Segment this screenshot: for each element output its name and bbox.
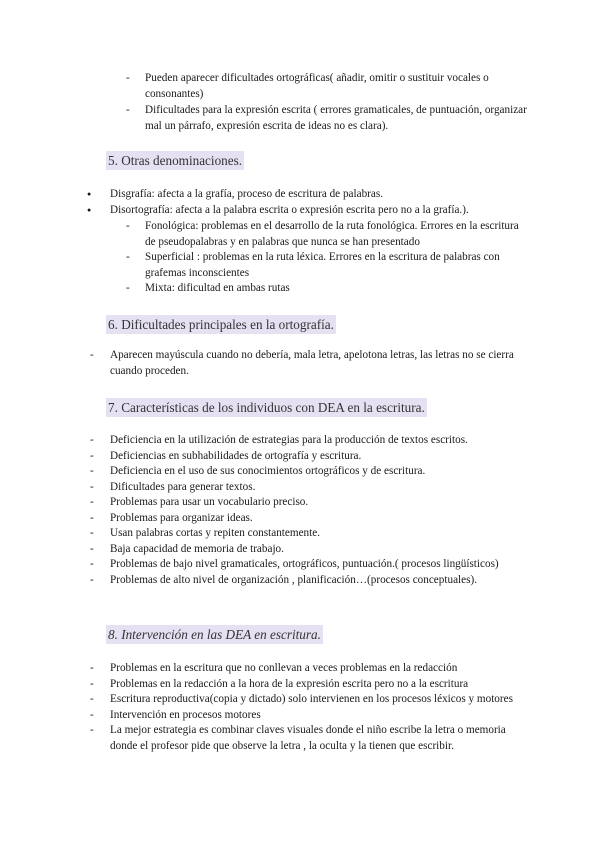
section-heading-5: 5. Otras denominaciones.: [108, 153, 243, 168]
list-item: - Deficiencias en subhabilidades de ortografía y escritura.: [110, 449, 530, 465]
list-item: - Problemas en la escritura que no conllevan a veces problemas en la redacción: [110, 661, 530, 677]
list-item: - Escritura reproductiva(copia y dictado) solo intervienen en los procesos léxicos y motores: [110, 692, 530, 708]
list-item: - Deficiencia en la utilización de estrategias para la producción de textos escritos.: [110, 433, 530, 449]
list-item: - Superficial : problemas en la ruta léxica. Errores en la escritura de palabras con grafemas inconscientes: [145, 250, 525, 281]
list-item: - Problemas para usar un vocabulario preciso.: [110, 495, 530, 511]
list-item: - Problemas de alto nivel de organización , planificación…(procesos conceptuales).: [110, 573, 530, 589]
list-item: - Mixta: dificultad en ambas rutas: [145, 281, 525, 297]
list-item: - Usan palabras cortas y repiten constantemente.: [110, 526, 530, 542]
list-item: - Problemas para organizar ideas.: [110, 511, 530, 527]
list-item: - Dificultades para generar textos.: [110, 480, 530, 496]
list-item: - Deficiencia en el uso de sus conocimientos ortográficos y de escritura.: [110, 464, 530, 480]
list-item: ● Disgrafía: afecta a la grafía, proceso de escritura de palabras.: [110, 187, 530, 203]
dash-list-disortografia-types: [145, 219, 525, 297]
list-item: - Baja capacidad de memoria de trabajo.: [110, 542, 530, 558]
list-item: - Problemas de bajo nivel gramaticales, ortográficos, puntuación.( procesos lingüísticos): [110, 557, 530, 573]
list-item: - La mejor estrategia es combinar claves visuales donde el niño escribe la letra o memoria donde el profesor pide que observe la letra , la oculta y la tienen que escribir.: [110, 723, 530, 754]
section-heading-8: 8. Intervención en las DEA en escritura.: [108, 627, 321, 642]
list-item: ● Disortografía: afecta a la palabra escrita o expresión escrita pero no a la grafía.).: [110, 203, 530, 219]
dash-list-dificultades: [110, 348, 530, 379]
dash-list-intervencion: [110, 661, 530, 754]
dash-list-top: [145, 71, 530, 135]
list-item: - Fonológica: problemas en el desarrollo de la ruta fonológica. Errores en la escritura de pseudopalabras y en palabras que nunca se han presentado: [145, 219, 525, 250]
list-item: - Aparecen mayúscula cuando no debería, mala letra, apelotona letras, las letras no se cierra cuando proceden.: [110, 348, 530, 379]
list-item: - Intervención en procesos motores: [110, 708, 530, 724]
section-heading-7: 7. Características de los individuos con DEA en la escritura.: [108, 400, 425, 415]
dash-list-caracteristicas: [110, 433, 530, 588]
section-heading-6: 6. Dificultades principales en la ortografía.: [108, 317, 334, 332]
list-item: - Dificultades para la expresión escrita ( errores gramaticales, de puntuación, organizar mal un párrafo, expresión escrita de ideas no es clara).: [145, 103, 530, 134]
list-item: - Pueden aparecer dificultades ortográficas( añadir, omitir o sustituir vocales o consonantes): [145, 71, 530, 102]
list-item: - Problemas en la redacción a la hora de la expresión escrita pero no a la escritura: [110, 677, 530, 693]
bullet-list-denominaciones: [110, 187, 530, 218]
